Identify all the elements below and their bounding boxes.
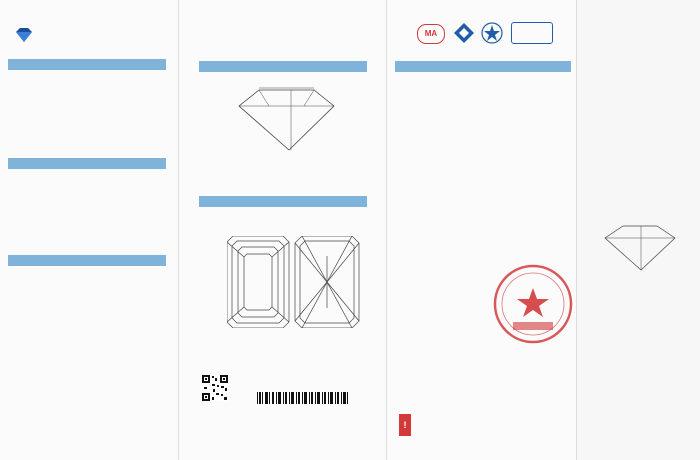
cma-logo-icon: MA <box>417 24 445 44</box>
panel-main-results <box>0 0 178 460</box>
panel-grading-scales <box>386 0 576 460</box>
grading-scales-chart <box>387 0 577 300</box>
official-stamp-icon <box>491 262 575 346</box>
qr-code-icon <box>202 375 228 401</box>
proportion-diagram <box>219 78 349 158</box>
panel-summary-card <box>576 0 700 460</box>
clarity-plot-diagram <box>227 236 367 328</box>
panel-proportions <box>178 0 386 460</box>
grading-header <box>8 158 166 169</box>
summary-proportion-diagram <box>595 218 685 274</box>
warning-icon: ! <box>399 414 411 436</box>
barcode-icon <box>257 392 349 404</box>
conclusion-header <box>8 59 166 70</box>
clarity-characteristics-header <box>199 196 367 207</box>
proportions-header <box>199 61 367 72</box>
additional-header <box>8 255 166 266</box>
diamond-logo-icon <box>14 28 34 42</box>
